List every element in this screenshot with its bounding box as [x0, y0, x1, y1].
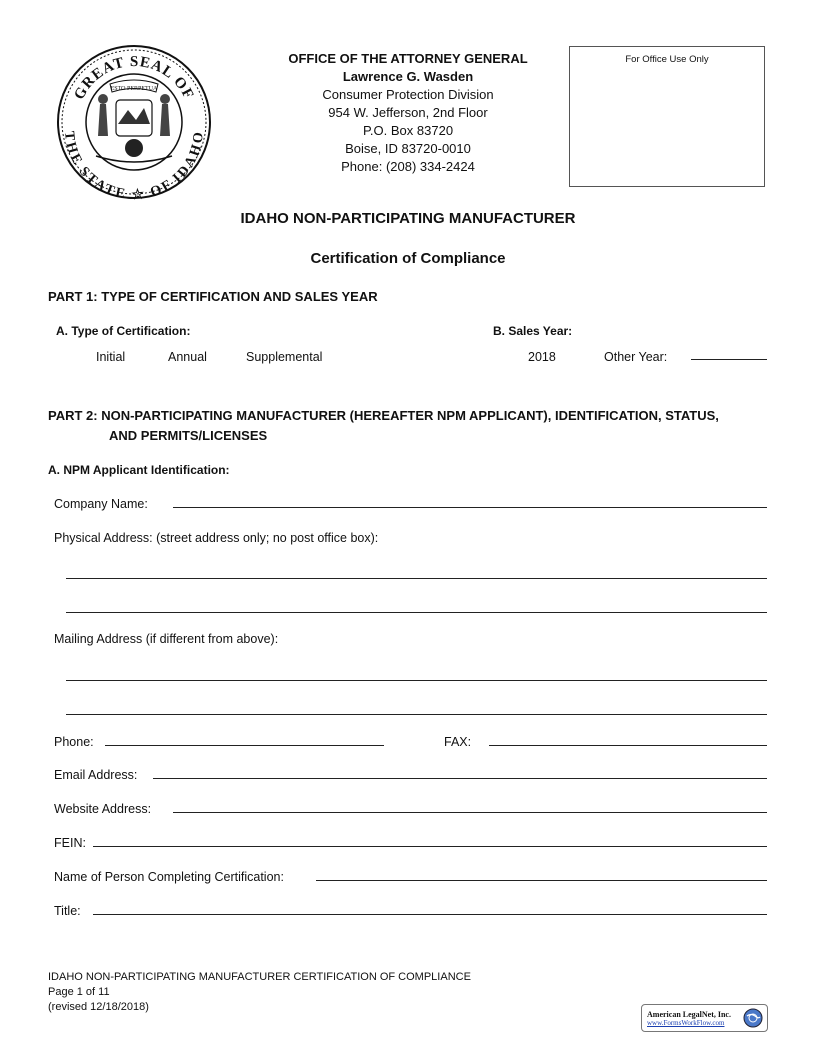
- other-year-field[interactable]: [691, 359, 767, 360]
- title-field[interactable]: [93, 914, 767, 915]
- office-use-box: [569, 46, 765, 187]
- person-completing-field[interactable]: [316, 880, 767, 881]
- footer-revision: (revised 12/18/2018): [48, 1001, 149, 1013]
- attorney-general-name: Lawrence G. Wasden: [342, 69, 474, 84]
- footer-form-name: IDAHO NON-PARTICIPATING MANUFACTURER CERTIFICATION OF COMPLIANCE: [48, 971, 471, 983]
- state-seal: [56, 44, 212, 200]
- website-label: Website Address:: [54, 802, 152, 816]
- email-label: Email Address:: [54, 768, 138, 782]
- svg-text:THE STATE ☆ OF IDAHO: THE STATE ☆ OF IDAHO: [61, 130, 208, 200]
- company-name-field[interactable]: [173, 507, 767, 508]
- physical-address-field-2[interactable]: [66, 612, 767, 613]
- npm-identification-label: A. NPM Applicant Identification:: [48, 463, 230, 477]
- form-subtitle: Certification of Compliance: [310, 250, 506, 267]
- footer: [48, 970, 471, 1015]
- fein-field[interactable]: [93, 846, 767, 847]
- part1-heading: PART 1: TYPE OF CERTIFICATION AND SALES YEAR: [48, 289, 378, 304]
- address-line-1: 954 W. Jefferson, 2nd Floor: [328, 105, 488, 120]
- address-line-3: Boise, ID 83720-0010: [345, 141, 471, 156]
- other-year-label: Other Year:: [604, 350, 668, 364]
- svg-text:ESTO PERPETUA: ESTO PERPETUA: [110, 86, 158, 92]
- part2-heading-cont: AND PERMITS/LICENSES: [109, 428, 268, 443]
- mailing-address-field-2[interactable]: [66, 714, 767, 715]
- fax-field[interactable]: [489, 745, 767, 746]
- mailing-address-field-1[interactable]: [66, 680, 767, 681]
- office-name: OFFICE OF THE ATTORNEY GENERAL: [288, 51, 528, 66]
- logo-company-name: American LegalNet, Inc.: [647, 1010, 731, 1019]
- american-legalnet-logo[interactable]: [641, 1004, 768, 1032]
- option-supplemental[interactable]: Supplemental: [246, 350, 323, 364]
- physical-address-field-1[interactable]: [66, 578, 767, 579]
- certification-type-label: A. Type of Certification:: [56, 324, 191, 338]
- form-title: IDAHO NON-PARTICIPATING MANUFACTURER: [240, 210, 576, 227]
- phone-field[interactable]: [105, 745, 384, 746]
- fax-label: FAX:: [444, 735, 472, 749]
- footer-page-number: Page 1 of 11: [48, 986, 110, 998]
- company-name-label: Company Name:: [54, 497, 148, 511]
- person-completing-label: Name of Person Completing Certification:: [54, 870, 284, 884]
- sales-year-label: B. Sales Year:: [493, 324, 573, 338]
- office-header: [258, 50, 558, 176]
- option-annual[interactable]: Annual: [168, 350, 207, 364]
- address-line-2: P.O. Box 83720: [362, 123, 454, 138]
- division: Consumer Protection Division: [322, 87, 494, 102]
- fein-label: FEIN:: [54, 836, 86, 850]
- option-year-2018[interactable]: 2018: [528, 350, 556, 364]
- option-initial[interactable]: Initial: [96, 350, 126, 364]
- phone-label: Phone:: [54, 735, 94, 749]
- globe-icon: [743, 1008, 763, 1028]
- office-use-label: For Office Use Only: [625, 54, 709, 65]
- svg-text:GREAT SEAL OF: GREAT SEAL OF: [71, 53, 197, 103]
- logo-url[interactable]: www.FormsWorkFlow.com: [647, 1019, 725, 1027]
- mailing-address-label: Mailing Address (if different from above):: [54, 632, 279, 646]
- physical-address-label: Physical Address: (street address only; no post office box):: [54, 531, 379, 545]
- title-label: Title:: [54, 904, 81, 918]
- website-field[interactable]: [173, 812, 767, 813]
- part2-heading: PART 2: NON-PARTICIPATING MANUFACTURER (HEREAFTER NPM APPLICANT), IDENTIFICATION, STATUS,: [48, 408, 719, 423]
- email-field[interactable]: [153, 778, 767, 779]
- office-phone: Phone: (208) 334-2424: [341, 159, 475, 174]
